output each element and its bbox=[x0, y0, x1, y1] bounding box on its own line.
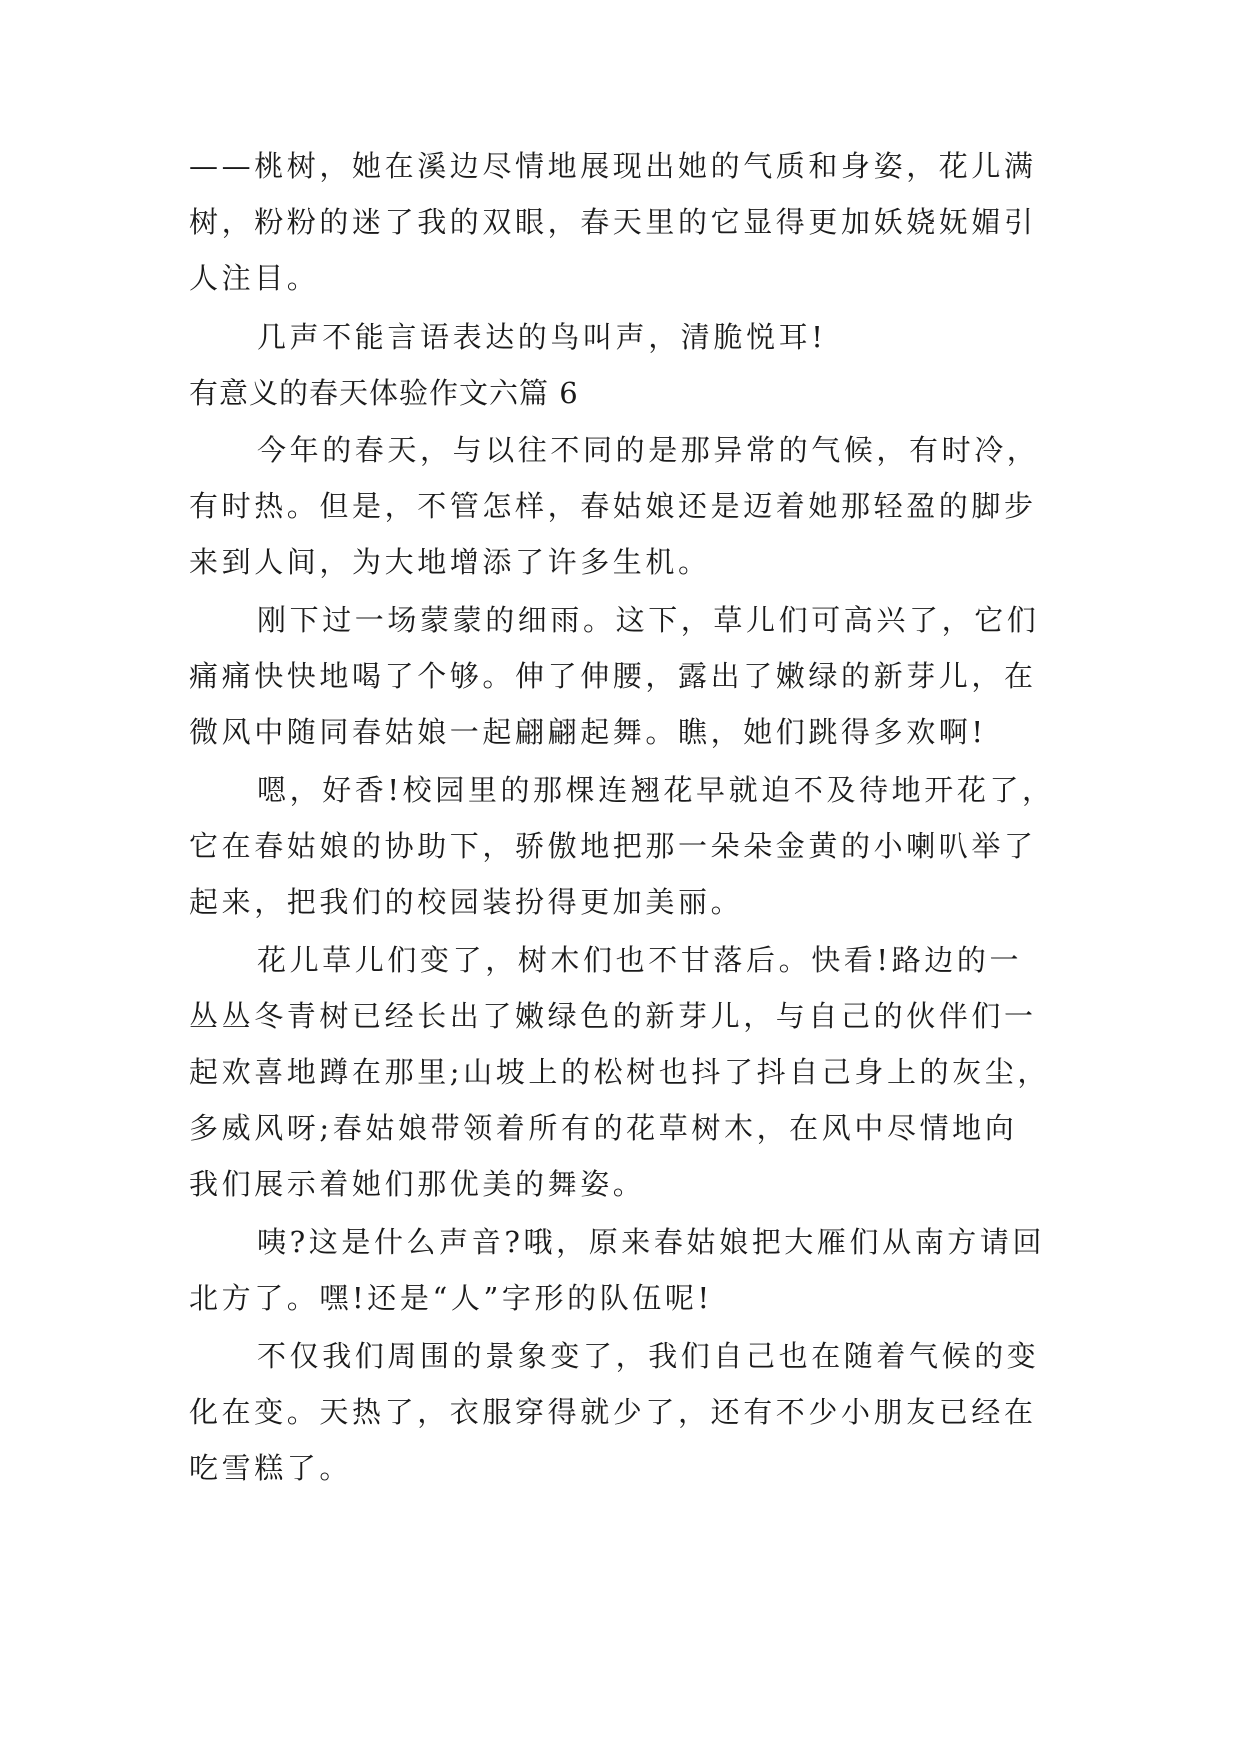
text-line: 不仅我们周围的景象变了，我们自己也在随着气候的变 bbox=[257, 1339, 1040, 1373]
text-line: 刚下过一场蒙蒙的细雨。这下，草儿们可高兴了，它们 bbox=[257, 603, 1040, 637]
section-heading: 有意义的春天体验作文六篇 6 bbox=[189, 376, 579, 410]
text-line: 化在变。天热了，衣服穿得就少了，还有不少小朋友已经在 bbox=[189, 1395, 1037, 1429]
text-line: 有时热。但是，不管怎样，春姑娘还是迈着她那轻盈的脚步 bbox=[189, 489, 1037, 523]
text-line: 北方了。嘿!还是“人”字形的队伍呢! bbox=[189, 1281, 713, 1315]
text-line: 人注目。 bbox=[189, 261, 320, 295]
text-line: 今年的春天，与以往不同的是那异常的气候，有时冷， bbox=[257, 433, 1040, 467]
text-line: 树，粉粉的迷了我的双眼，春天里的它显得更加妖娆妩媚引 bbox=[189, 205, 1037, 239]
text-line: 起欢喜地蹲在那里;山坡上的松树也抖了抖自己身上的灰尘， bbox=[189, 1055, 1050, 1089]
text-line: 花儿草儿们变了，树木们也不甘落后。快看!路边的一 bbox=[257, 943, 1023, 977]
text-line: 多威风呀;春姑娘带领着所有的花草树木，在风中尽情地向 bbox=[189, 1111, 1018, 1145]
text-line: 丛丛冬青树已经长出了嫩绿色的新芽儿，与自己的伙伴们一 bbox=[189, 999, 1037, 1033]
text-line: 咦?这是什么声音?哦，原来春姑娘把大雁们从南方请回 bbox=[257, 1225, 1046, 1259]
text-line: 微风中随同春姑娘一起翩翩起舞。瞧，她们跳得多欢啊! bbox=[189, 715, 987, 749]
text-line: 痛痛快快地喝了个够。伸了伸腰，露出了嫩绿的新芽儿，在 bbox=[189, 659, 1037, 693]
text-line: 嗯，好香!校园里的那棵连翘花早就迫不及待地开花了， bbox=[257, 773, 1055, 807]
text-line: 吃雪糕了。 bbox=[189, 1451, 353, 1485]
text-line: 几声不能言语表达的鸟叫声，清脆悦耳! bbox=[257, 320, 827, 354]
text-line: 它在春姑娘的协助下，骄傲地把那一朵朵金黄的小喇叭举了 bbox=[189, 829, 1037, 863]
text-line: 起来，把我们的校园装扮得更加美丽。 bbox=[189, 885, 744, 919]
text-line: ——桃树，她在溪边尽情地展现出她的气质和身姿，花儿满 bbox=[189, 149, 1037, 183]
text-line: 来到人间，为大地增添了许多生机。 bbox=[189, 545, 711, 579]
text-line: 我们展示着她们那优美的舞姿。 bbox=[189, 1167, 646, 1201]
